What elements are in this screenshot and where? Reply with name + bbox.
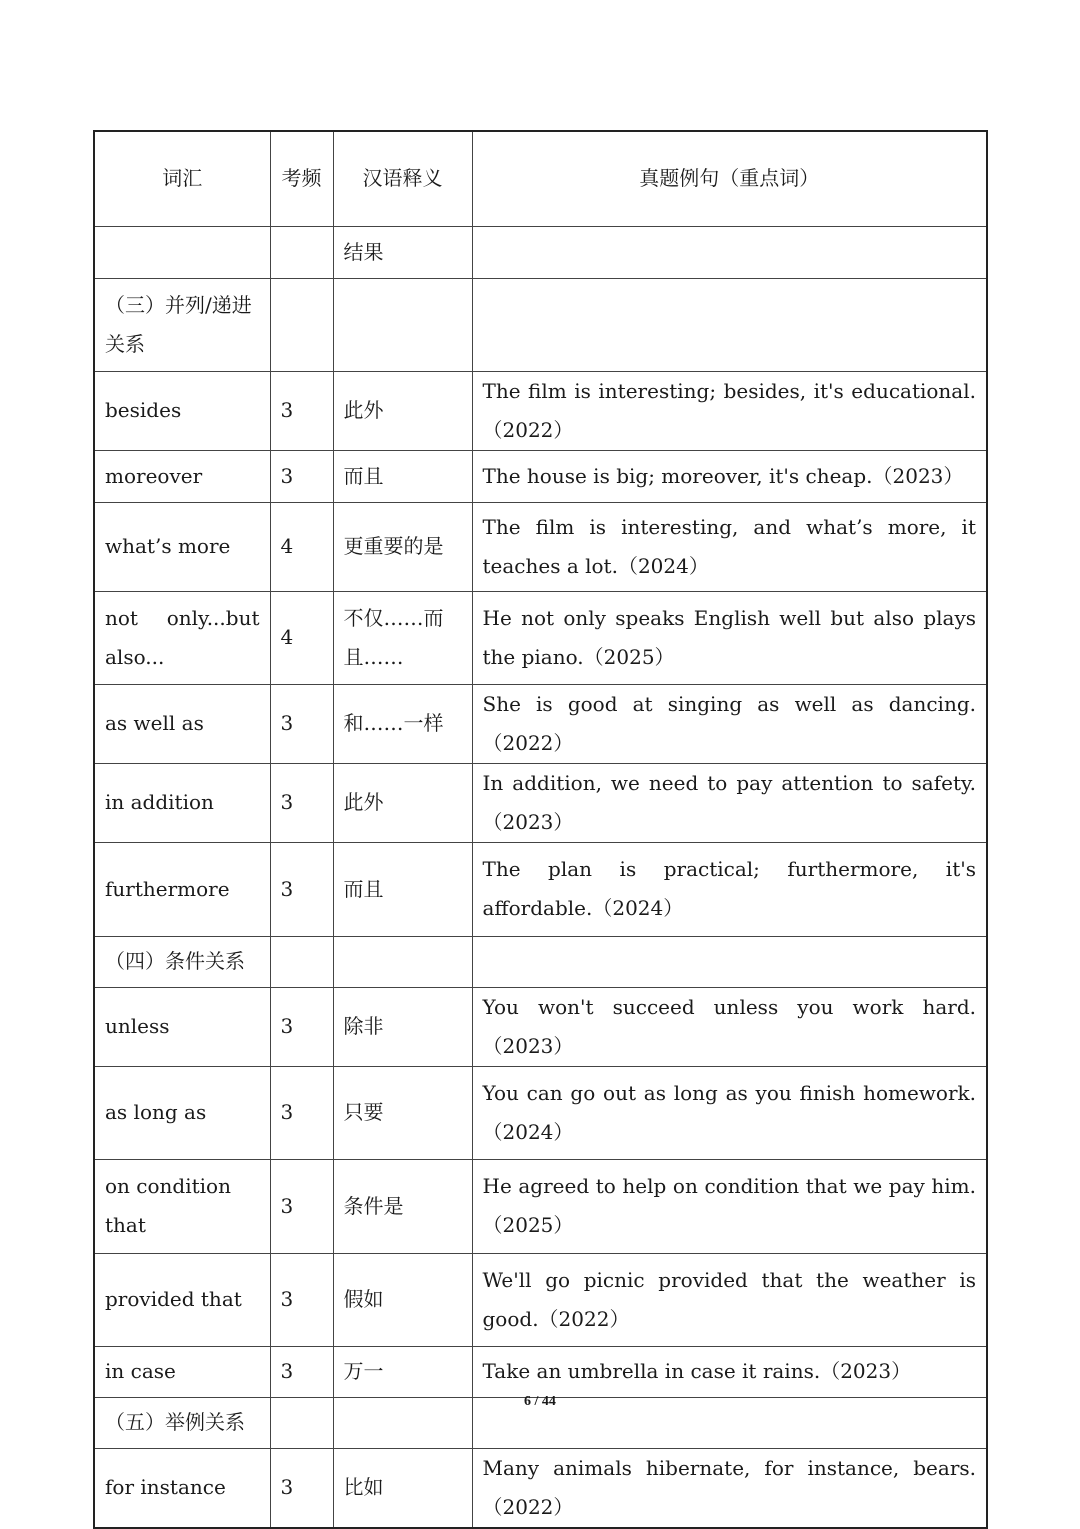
example-cell: In addition, we need to pay attention to safety.（2023） <box>472 763 987 842</box>
meaning-cell: 假如 <box>333 1253 472 1346</box>
freq-cell: 3 <box>270 1159 333 1253</box>
freq-cell <box>270 226 333 278</box>
example-cell <box>472 278 987 371</box>
meaning-cell: 万一 <box>333 1346 472 1397</box>
vocab-cell: as long as <box>94 1066 270 1159</box>
vocab-cell: furthermore <box>94 842 270 936</box>
section-heading: （三）并列/递进关系 <box>94 278 270 371</box>
freq-cell: 3 <box>270 684 333 763</box>
table-row <box>94 1159 987 1253</box>
vocab-cell: on condition that <box>94 1159 270 1253</box>
table-row <box>94 226 987 278</box>
table-row <box>94 987 987 1066</box>
example-cell: Many animals hibernate, for instance, bears.（2022） <box>472 1448 987 1528</box>
freq-cell: 3 <box>270 1448 333 1528</box>
table-row <box>94 763 987 842</box>
header-vocab: 词汇 <box>94 131 270 226</box>
freq-cell: 3 <box>270 1346 333 1397</box>
freq-cell <box>270 278 333 371</box>
section-heading: （五）举例关系 <box>94 1397 270 1448</box>
table-row <box>94 591 987 684</box>
table-row <box>94 450 987 502</box>
example-cell: The film is interesting, and what’s more, it teaches a lot.（2024） <box>472 502 987 591</box>
example-cell <box>472 226 987 278</box>
vocab-table <box>93 130 988 1529</box>
vocab-cell: unless <box>94 987 270 1066</box>
example-cell: The plan is practical; furthermore, it's affordable.（2024） <box>472 842 987 936</box>
example-cell: He agreed to help on condition that we pay him.（2025） <box>472 1159 987 1253</box>
freq-cell: 3 <box>270 450 333 502</box>
example-cell: You won't succeed unless you work hard.（2023） <box>472 987 987 1066</box>
meaning-cell: 此外 <box>333 763 472 842</box>
freq-cell: 3 <box>270 842 333 936</box>
freq-cell: 4 <box>270 591 333 684</box>
header-freq: 考频 <box>270 131 333 226</box>
freq-cell: 4 <box>270 502 333 591</box>
meaning-cell: 更重要的是 <box>333 502 472 591</box>
vocab-cell: provided that <box>94 1253 270 1346</box>
example-cell: The film is interesting; besides, it's educational.（2022） <box>472 371 987 450</box>
meaning-cell <box>333 936 472 987</box>
table-row <box>94 502 987 591</box>
vocab-cell: as well as <box>94 684 270 763</box>
table-header-row <box>94 131 987 226</box>
vocab-cell <box>94 226 270 278</box>
freq-cell <box>270 936 333 987</box>
header-example: 真题例句（重点词） <box>472 131 987 226</box>
example-cell: She is good at singing as well as dancing.（2022） <box>472 684 987 763</box>
header-meaning: 汉语释义 <box>333 131 472 226</box>
vocab-cell: moreover <box>94 450 270 502</box>
example-cell: The house is big; moreover, it's cheap.（2023） <box>472 450 987 502</box>
meaning-cell: 条件是 <box>333 1159 472 1253</box>
freq-cell: 3 <box>270 1066 333 1159</box>
table-row <box>94 371 987 450</box>
meaning-cell: 此外 <box>333 371 472 450</box>
meaning-cell: 而且 <box>333 450 472 502</box>
vocab-cell: what’s more <box>94 502 270 591</box>
freq-cell: 3 <box>270 1253 333 1346</box>
example-cell: You can go out as long as you finish homework.（2024） <box>472 1066 987 1159</box>
freq-cell: 3 <box>270 987 333 1066</box>
freq-cell: 3 <box>270 763 333 842</box>
vocab-cell: in addition <box>94 763 270 842</box>
meaning-cell: 结果 <box>333 226 472 278</box>
table-row <box>94 1253 987 1346</box>
example-cell: Take an umbrella in case it rains.（2023） <box>472 1346 987 1397</box>
vocab-cell: for instance <box>94 1448 270 1528</box>
example-cell <box>472 936 987 987</box>
table-row <box>94 684 987 763</box>
example-cell: We'll go picnic provided that the weather is good.（2022） <box>472 1253 987 1346</box>
table-row <box>94 1448 987 1528</box>
meaning-cell: 和……一样 <box>333 684 472 763</box>
vocab-cell: in case <box>94 1346 270 1397</box>
vocab-cell: not only...but also... <box>94 591 270 684</box>
meaning-cell: 只要 <box>333 1066 472 1159</box>
example-cell: He not only speaks English well but also plays the piano.（2025） <box>472 591 987 684</box>
table-row <box>94 1066 987 1159</box>
vocab-cell: besides <box>94 371 270 450</box>
table-row <box>94 1346 987 1397</box>
section-row <box>94 278 987 371</box>
section-row <box>94 936 987 987</box>
meaning-cell: 比如 <box>333 1448 472 1528</box>
meaning-cell: 而且 <box>333 842 472 936</box>
table-row <box>94 842 987 936</box>
page-number: 6 / 44 <box>524 1394 556 1409</box>
freq-cell: 3 <box>270 371 333 450</box>
meaning-cell: 除非 <box>333 987 472 1066</box>
meaning-cell: 不仅……而且…… <box>333 591 472 684</box>
meaning-cell <box>333 278 472 371</box>
section-heading: （四）条件关系 <box>94 936 270 987</box>
